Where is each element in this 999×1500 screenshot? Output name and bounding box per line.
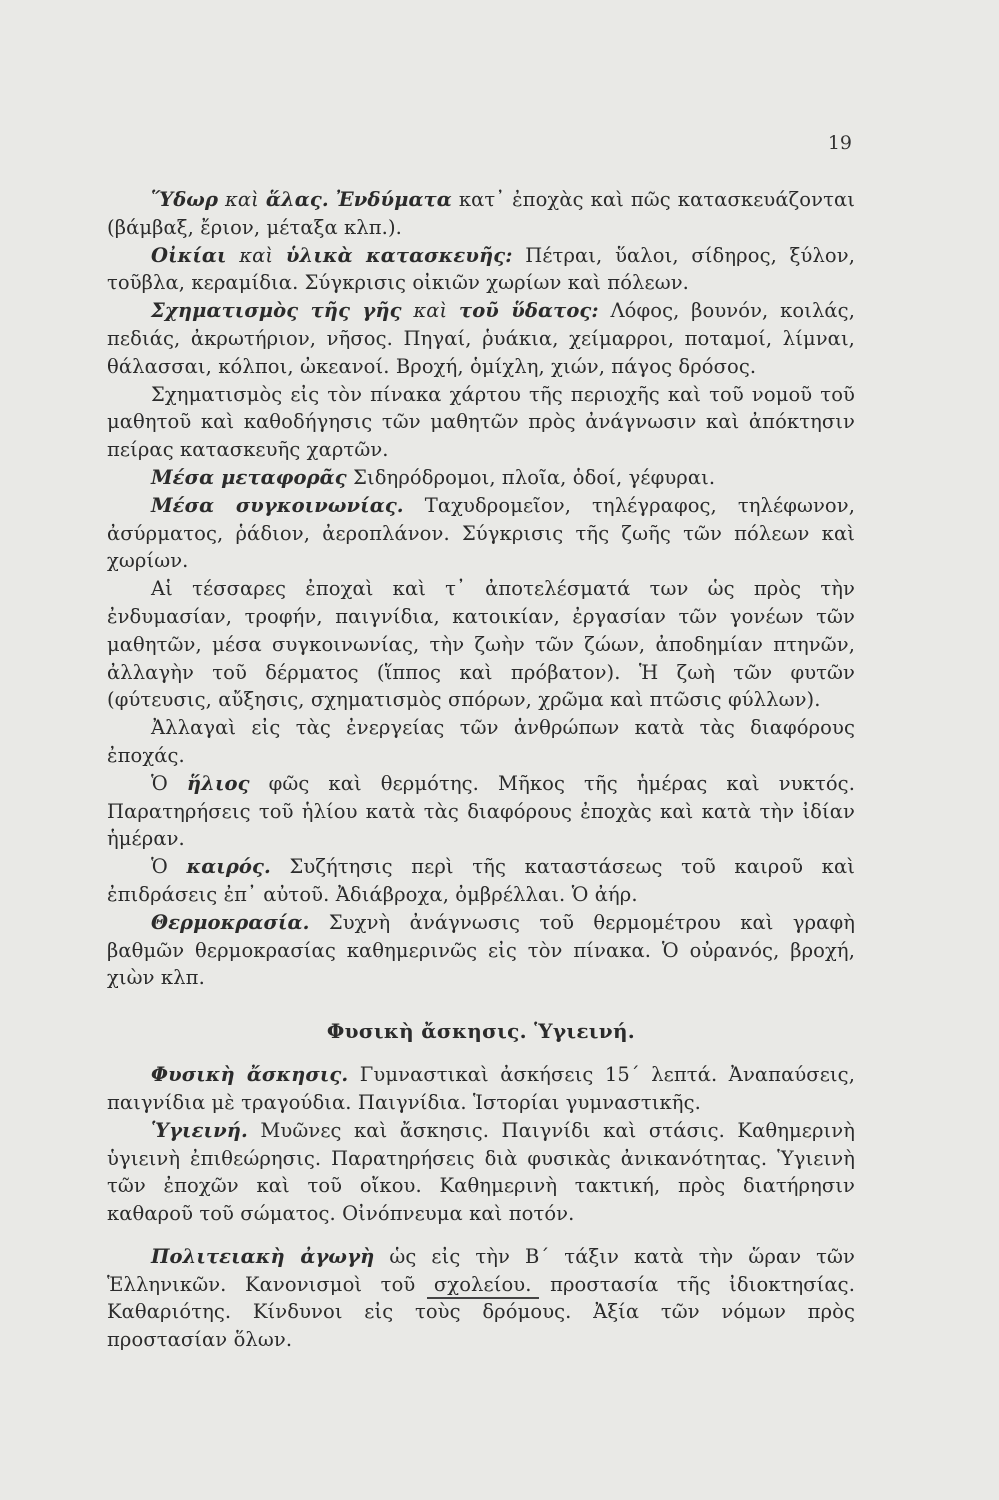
paragraph-text: Ταχυδρομεῖον, τηλέγραφος, τηλέφωνον, ἀσύρματος, ῥάδιον, ἀεροπλάνον. Σύγκρισις τῆς ζωῆς τῶν πόλεων καὶ χωρίων. [107,493,855,573]
paragraph-text: φῶς καὶ θερμότης. Μῆκος τῆς ἡμέρας καὶ νυκτός. Παρατηρήσεις τοῦ ἡλίου κατὰ τὰς διαφόρους ἐποχὰς καὶ κατὰ τὴν ἰδίαν ἡμέραν. [107,771,855,851]
paragraph-communication [107,492,855,575]
heading-inline: Μέσα συγκοινωνίας. [151,493,404,517]
paragraph-weather [107,853,855,909]
paragraph-human-activity [107,714,855,770]
paragraph-hygiene [107,1117,855,1228]
page-number: 19 [827,132,852,154]
article: Ὁ [151,771,187,795]
heading-inline: Ἐνδύματα [335,188,452,211]
heading-inline: Σχηματισμὸς τῆς γῆς [151,299,402,323]
heading-inline: Ὑγιεινή. [151,1118,248,1142]
paragraph-temperature [107,909,855,992]
heading-inline: ἥλιος [186,771,250,795]
page-body [107,186,855,1354]
paragraph-physical-exercise [107,1061,855,1117]
paragraph-sun [107,770,855,853]
end-rule [427,1297,539,1299]
article: Ὁ [151,855,187,879]
heading-inline: Ὕδωρ [151,188,219,211]
heading-inline: ἅλας. [265,188,329,211]
heading-inline: τοῦ ὕδατος: [458,299,599,323]
paragraph-text: Συχνὴ ἀνάγνωσις τοῦ θερμομέτρου καὶ γραφὴ βαθμῶν θερμοκρασίας καθημερινῶς εἰς τὸν πίνακα. Ὁ οὐρανός, βροχή, χιὼν κλπ. [107,910,855,990]
paragraph-text: Σχηματισμὸς εἰς τὸν πίνακα χάρτου τῆς περιοχῆς καὶ τοῦ νομοῦ τοῦ μαθητοῦ καὶ καθοδήγησις τῶν μαθητῶν πρὸς ἀνάγνωσιν καὶ ἀπόκτησιν πείρας κατασκευῆς χαρτῶν. [107,382,855,462]
heading-inline: Μέσα μεταφορᾶς [151,465,347,489]
connector: καὶ [401,299,459,323]
paragraph-water-salt [107,186,855,242]
paragraph-text: Ἀλλαγαὶ εἰς τὰς ἐνεργείας τῶν ἀνθρώπων κατὰ τὰς διαφόρους ἐποχάς. [107,716,855,767]
paragraph-text: Πέτραι, ὕαλοι, σίδηρος, ξύλον, τοῦβλα, κεραμίδια. Σύγκρισις οἰκιῶν χωρίων καὶ πόλεων. [107,243,855,295]
heading-inline: Θερμοκρασία. [151,910,310,934]
heading-inline: καιρός. [186,855,271,879]
paragraph-text: Μυῶνες καὶ ἄσκησις. Παιγνίδι καὶ στάσις. Καθημερινὴ ὑγιεινὴ ἐπιθεώρησις. Παρατηρήσεις διὰ φυσικὰς ἀνικανότητας. Ὑγιεινὴ τῶν ἐποχῶν καὶ τοῦ οἴκου. Καθημερινὴ τακτική, πρὸς διατήρησιν καθαροῦ τοῦ σώματος. Οἰνόπνευμα καὶ ποτόν. [107,1118,855,1226]
paragraph-seasons [107,575,855,714]
paragraph-text: Σιδηρόδρομοι, πλοῖα, ὁδοί, γέφυραι. [346,465,716,489]
paragraph-text: Συζήτησις περὶ τῆς καταστάσεως τοῦ καιροῦ καὶ ἐπιδράσεις ἐπ᾽ αὐτοῦ. Ἀδιάβροχα, ὀμβρέλλαι. Ὁ ἀήρ. [107,855,855,906]
heading-inline: ὑλικὰ κατασκευῆς: [285,243,513,267]
spacer [329,188,336,211]
paragraph-map-making [107,381,855,464]
paragraph-transport [107,464,855,492]
section-heading: Φυσικὴ ἄσκησις. Ὑγιεινή. [326,1019,636,1044]
paragraph-text: Λόφος, βουνόν, κοιλάς, πεδιάς, ἀκρωτήριον, νῆσος. Πηγαί, ῥυάκια, χείμαρροι, ποταμοί, λίμναι, θάλασσαι, κόλποι, ὠκεανοί. Βροχή, ὁμίχλη, χιών, πάγος δρόσος. [107,299,855,378]
connector: καὶ [218,188,266,211]
heading-inline: Οἰκίαι [151,243,227,267]
paragraph-text: κατ᾽ ἐποχὰς καὶ πῶς κατασκευάζονται (βάμβαξ, ἔριον, μέταξα κλπ.). [107,188,855,239]
paragraph-text: Γυμναστικαὶ ἀσκήσεις 15΄ λεπτά. Ἀναπαύσεις, παιγνίδια μὲ τραγούδια. Παιγνίδια. Ἱστορίαι γυμναστικῆς. [107,1063,855,1114]
paragraph-landforms [107,297,855,380]
paragraph-houses [107,242,855,298]
heading-inline: Πολιτειακὴ ἀγωγὴ [151,1244,375,1268]
paragraph-text: ὡς εἰς τὴν Β΄ τάξιν κατὰ τὴν ὥραν τῶν Ἑλληνικῶν. Κανονισμοὶ τοῦ σχολείου. προστασία τῆς ἰδιοκτησίας. Καθαριότης. Κίνδυνοι εἰς τοὺς δρόμους. Ἀξία τῶν νόμων πρὸς προστασίαν ὅλων. [107,1244,856,1352]
connector: καὶ [226,243,286,267]
heading-inline: Φυσικὴ ἄσκησις. [151,1063,349,1087]
paragraph-text: Αἱ τέσσαρες ἐποχαὶ καὶ τ᾽ ἀποτελέσματά των ὡς πρὸς τὴν ἐνδυμασίαν, τροφήν, παιγνίδια, κατοικίαν, ἐργασίαν τῶν γονέων τῶν μαθητῶν, μέσα συγκοινωνίας, τὴν ζωὴν τῶν ζώων, ἀποδημίαν πτηνῶν, ἀλλαγὴν τοῦ δέρματος (ἵππος καὶ πρόβατον). Ἡ ζωὴ τῶν φυτῶν (φύτευσις, αὔξησις, σχηματισμὸς σπόρων, χρῶμα καὶ πτῶσις φύλλων). [107,577,855,712]
